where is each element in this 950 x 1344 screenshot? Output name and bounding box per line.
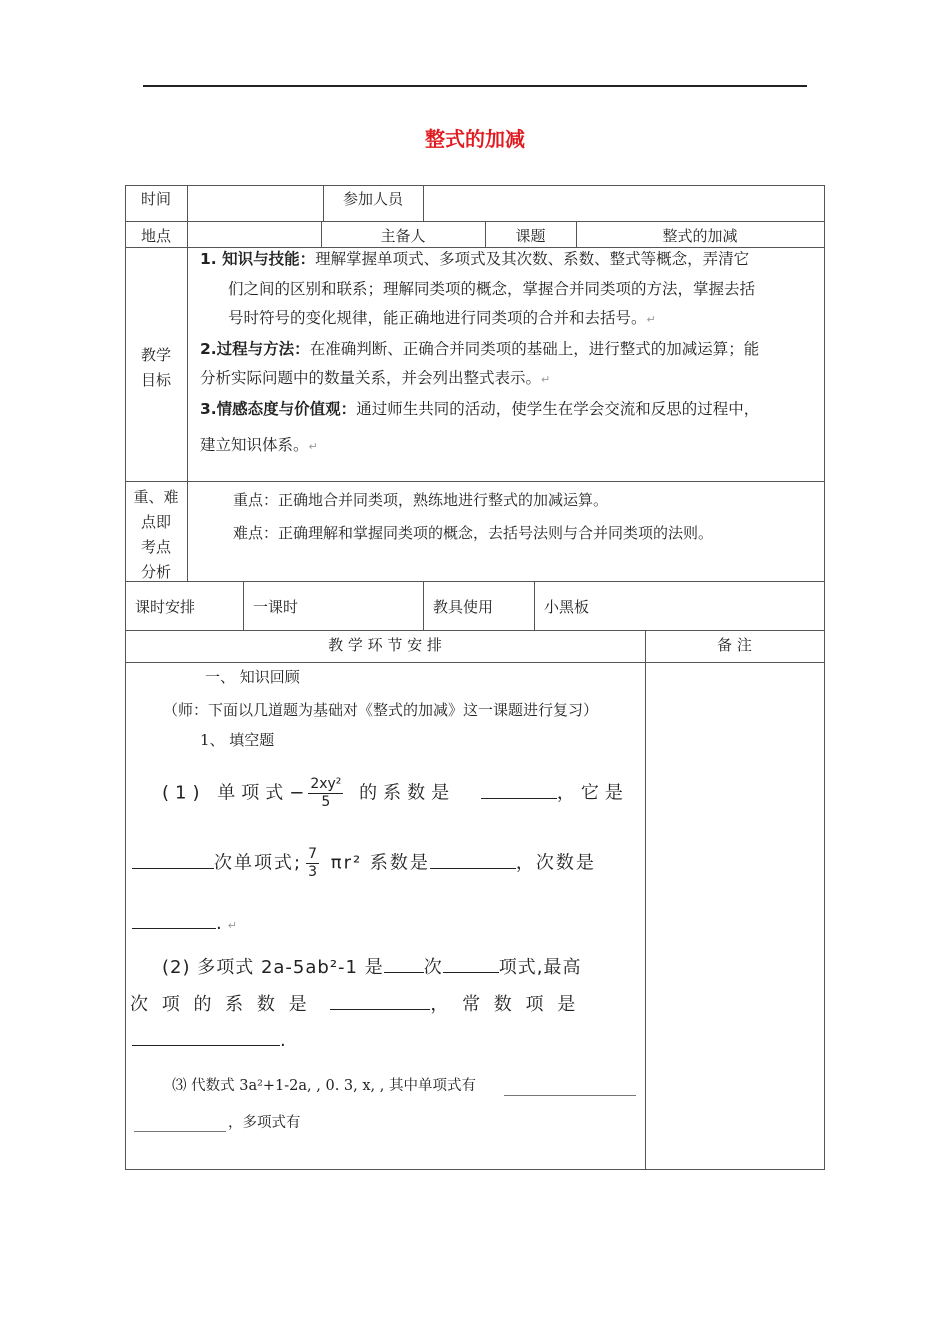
- participants-label: 参加人员: [342, 190, 403, 208]
- plan-header: 教 学 环 节 安 排: [328, 636, 442, 654]
- q2-a: (2) 多项式 2a-5ab²-1 是: [162, 957, 384, 978]
- objectives-label-line1: 教学: [140, 346, 171, 364]
- tools-value: 小黑板: [544, 598, 590, 616]
- table-border: [423, 185, 424, 221]
- section-heading: 一、 知识回顾: [205, 668, 300, 686]
- q1-end: ，它是: [556, 782, 629, 804]
- question-2-line-3: [132, 1030, 292, 1051]
- answer-blank: [132, 867, 214, 869]
- q1-line2-c: ，次数是: [515, 852, 596, 874]
- q2-b: 次: [423, 957, 443, 978]
- q1-line2-b: πr² 系数是: [330, 852, 430, 874]
- q1-mid: 的系数是: [359, 782, 456, 804]
- table-border: [824, 185, 825, 1170]
- table-border: [125, 185, 126, 1170]
- table-border: [645, 630, 646, 1170]
- key-points-label: [125, 485, 187, 585]
- key-points-label-line2: 点即: [140, 513, 171, 531]
- question-1-line-2: [132, 846, 596, 881]
- question-2-line-1: [162, 953, 581, 979]
- tools-label: 教具使用: [433, 598, 494, 616]
- time-label: 时间: [140, 190, 171, 208]
- topic-label: 课题: [515, 227, 546, 245]
- objective-1-text-c: 号时符号的变化规律，能正确地进行同类项的合并和去括号。: [228, 309, 647, 327]
- objectives-label: [125, 343, 187, 393]
- table-border: [423, 581, 424, 630]
- table-border: [125, 481, 825, 482]
- q2-line2-a: 次 项 的 系 数 是: [130, 994, 311, 1015]
- answer-blank: [330, 1008, 430, 1010]
- table-border: [534, 581, 535, 630]
- answer-blank: [132, 927, 216, 929]
- key-points-label-line3: 考点: [140, 538, 171, 556]
- preparer-label: 主备人: [380, 227, 426, 245]
- question-1-line-1: [162, 776, 629, 811]
- q1-prefix: (1) 单项式: [162, 782, 290, 804]
- table-border: [187, 185, 188, 581]
- table-border: [125, 662, 825, 663]
- answer-blank: [504, 1095, 636, 1096]
- objective-3-text: 通过师生共同的活动，使学生在学会交流和反思的过程中，: [356, 399, 760, 418]
- q1-frac-num: 2xy²: [310, 776, 342, 792]
- paragraph-mark: ↵: [308, 440, 318, 453]
- key-point: 重点：正确地合并同类项，熟练地进行整式的加减运算。: [233, 491, 609, 509]
- objective-2-text-b: 分析实际问题中的数量关系，并会列出整式表示。: [200, 369, 542, 387]
- q1-frac2-den: 3: [308, 864, 317, 880]
- question-3-line-2: ，多项式有: [228, 1115, 301, 1131]
- paragraph-mark: ↵: [541, 373, 551, 386]
- q2-line2-b: ， 常 数 项 是: [430, 994, 580, 1015]
- objective-1-title: 1. 知识与技能：: [200, 250, 316, 268]
- answer-blank: [132, 1044, 280, 1046]
- table-border: [125, 581, 825, 582]
- objective-1-text-b: 们之间的区别和联系；理解同类项的概念，掌握合并同类项的方法，掌握去括: [228, 279, 756, 298]
- question-3-line-1: ⑶ 代数式 3a²+1-2a, , 0. 3, x, , 其中单项式有: [172, 1078, 476, 1094]
- answer-blank: [430, 867, 516, 869]
- q1-minus: −: [289, 782, 305, 804]
- teacher-note: （师：下面以几道题为基础对《整式的加减》这一课题进行复习）: [163, 701, 599, 719]
- question-heading: 1、 填空题: [200, 731, 275, 749]
- difficult-point: 难点：正确理解和掌握同类项的概念，去括号法则与合并同类项的法则。: [233, 524, 714, 542]
- answer-blank: [134, 1131, 226, 1132]
- answer-blank: [443, 971, 499, 973]
- q1-line3-end: .: [216, 913, 228, 934]
- q1-fraction: [308, 776, 343, 811]
- q1-fraction-2: [306, 846, 319, 881]
- header-rule: [143, 85, 807, 87]
- objective-3-text-b: 建立知识体系。: [200, 436, 309, 454]
- answer-blank: [384, 971, 424, 973]
- table-border: [125, 630, 825, 631]
- q1-line2-a: 次单项式;: [214, 852, 303, 874]
- q1-frac2-num: 7: [308, 846, 317, 862]
- q2-line3-end: .: [280, 1030, 292, 1051]
- answer-blank: [481, 797, 557, 799]
- table-border: [125, 1169, 825, 1170]
- table-border: [243, 581, 244, 630]
- objective-2-text: 在准确判断、正确合并同类项的基础上，进行整式的加减运算；能: [309, 339, 760, 358]
- paragraph-mark: ↵: [227, 919, 243, 932]
- objective-1-text: 理解掌握单项式、多项式及其次数、系数、整式等概念，弄清它: [315, 250, 750, 268]
- place-label: 地点: [140, 227, 171, 245]
- hours-value: 一课时: [253, 598, 299, 616]
- topic-value: 整式的加减: [662, 227, 738, 245]
- q2-c: 项式,最高: [498, 957, 582, 978]
- hours-label: 课时安排: [135, 598, 196, 616]
- notes-header: 备 注: [717, 636, 752, 654]
- objectives-label-line2: 目标: [140, 371, 171, 389]
- paragraph-mark: ↵: [646, 313, 656, 326]
- q1-frac-den: 5: [321, 794, 331, 810]
- objective-3-title: 3.情感态度与价值观：: [200, 399, 357, 418]
- key-points-label-line4: 分析: [140, 563, 171, 581]
- question-2-line-2: [130, 990, 579, 1016]
- page-title: 整式的加减: [425, 127, 525, 151]
- question-1-line-3: [132, 913, 243, 934]
- objectives-content: [200, 245, 812, 462]
- key-points-label-line1: 重、难: [133, 488, 179, 506]
- table-border: [125, 221, 825, 222]
- table-border: [125, 185, 825, 186]
- objective-2-title: 2.过程与方法：: [200, 339, 310, 358]
